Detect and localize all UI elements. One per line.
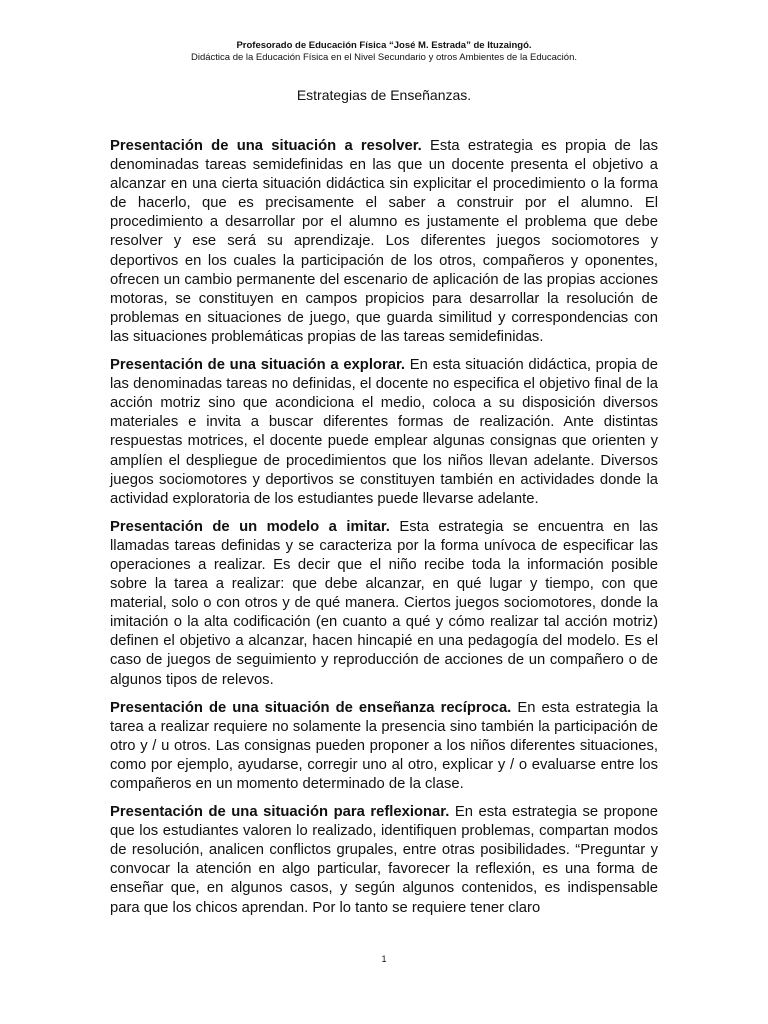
paragraph-situacion-para-reflexionar [110, 803, 658, 918]
paragraph-situacion-a-resolver [110, 137, 658, 347]
paragraph-ensenanza-reciproca [110, 699, 658, 794]
document-title: Estrategias de Enseñanzas. [296, 87, 472, 103]
header-institution: Profesorado de Educación Física “José M. Estrada” de Ituzaingó. [236, 40, 532, 51]
paragraph-situacion-a-explorar [110, 356, 658, 509]
running-header [0, 40, 768, 64]
paragraph-lead: Presentación de una situación para reflexionar. [110, 804, 450, 821]
paragraph-lead: Presentación de una situación a resolver. [110, 138, 422, 154]
paragraph-lead: Presentación de una situación a explorar. [110, 357, 406, 374]
paragraph-text: Esta estrategia es propia de las denominadas tareas semidefinidas en las que un docente presenta el objetivo a alcanzar en una cierta situación didáctica sin explicitar el procedimiento o la forma de hacerlo, que es precisamente el saber a construir por el alumno. El procedimiento a desarrollar por el alumno es justamente el problema que debe resolver y ese será su aprendizaje. Los diferentes juegos sociomotores y deportivos en los cuales la participación de los otros, compañeros y oponentes, ofrecen un cambio permanente del escenario de aplicación de las propias acciones motoras, se constituyen en campos propicios para desarrollar la resolución de problemas en situaciones de juego, que guarda similitud y correspondencias con las situaciones problemáticas propias de las tareas semidefinidas. [110, 138, 658, 345]
paragraph-text: Esta estrategia se encuentra en las llamadas tareas definidas y se caracteriza por la forma unívoca de especificar las operaciones a realizar. Es decir que el niño recibe toda la información posible sobre la tarea a realizar: que debe alcanzar, en qué lugar y tiempo, con que material, solo o con otros y de qué manera. Ciertos juegos sociomotores, donde la imitación o la alta codificación (en cuanto a qué y cómo realizar tal acción motriz) definen el objetivo a alcanzar, hacen hincapié en una pedagogía del modelo. Es el caso de juegos de seguimiento y reproducción de acciones de un compañero o de algunos tipos de relevos. [110, 518, 658, 688]
page-number: 1 [381, 954, 387, 964]
paragraph-lead: Presentación de una situación de enseñanza recíproca. [110, 699, 512, 716]
paragraph-text: En esta estrategia la tarea a realizar requiere no solamente la presencia sino también la participación de otro y / u otros. Las consignas pueden proponer a los niños diferentes situaciones, como por ejemplo, ayudarse, corregir uno al otro, explicar y / o evaluarse entre los compañeros en un momento determinado de la clase. [110, 699, 658, 792]
document-body [110, 137, 658, 927]
paragraph-lead: Presentación de un modelo a imitar. [110, 518, 390, 535]
paragraph-text: En esta estrategia se propone que los estudiantes valoren lo realizado, identifiquen problemas, compartan modos de resolución, analicen conflictos grupales, entre otras posibilidades. “Preguntar y convocar la atención en algo particular, favorecer la reflexión, es una forma de enseñar que, en algunos casos, y según algunos contenidos, es indispensable para que los chicos aprendan. Por lo tanto se requiere tener claro [110, 804, 658, 916]
paragraph-text: En esta situación didáctica, propia de las denominadas tareas no definidas, el docente no especifica el objetivo final de la acción motriz sino que acondiciona el medio, coloca a su disposición diversos materiales e invita a buscar diferentes formas de realización. Ante distintas respuestas motrices, el docente puede emplear algunas consignas que orienten y amplíen el despliegue de procedimientos que los niños llevan adelante. Diversos juegos sociomotores y deportivos se constituyen también en actividades donde la actividad exploratoria de los estudiantes puede llevarse adelante. [110, 357, 658, 507]
header-course: Didáctica de la Educación Física en el Nivel Secundario y otros Ambientes de la Educación. [190, 52, 578, 63]
paragraph-modelo-a-imitar [110, 518, 658, 690]
